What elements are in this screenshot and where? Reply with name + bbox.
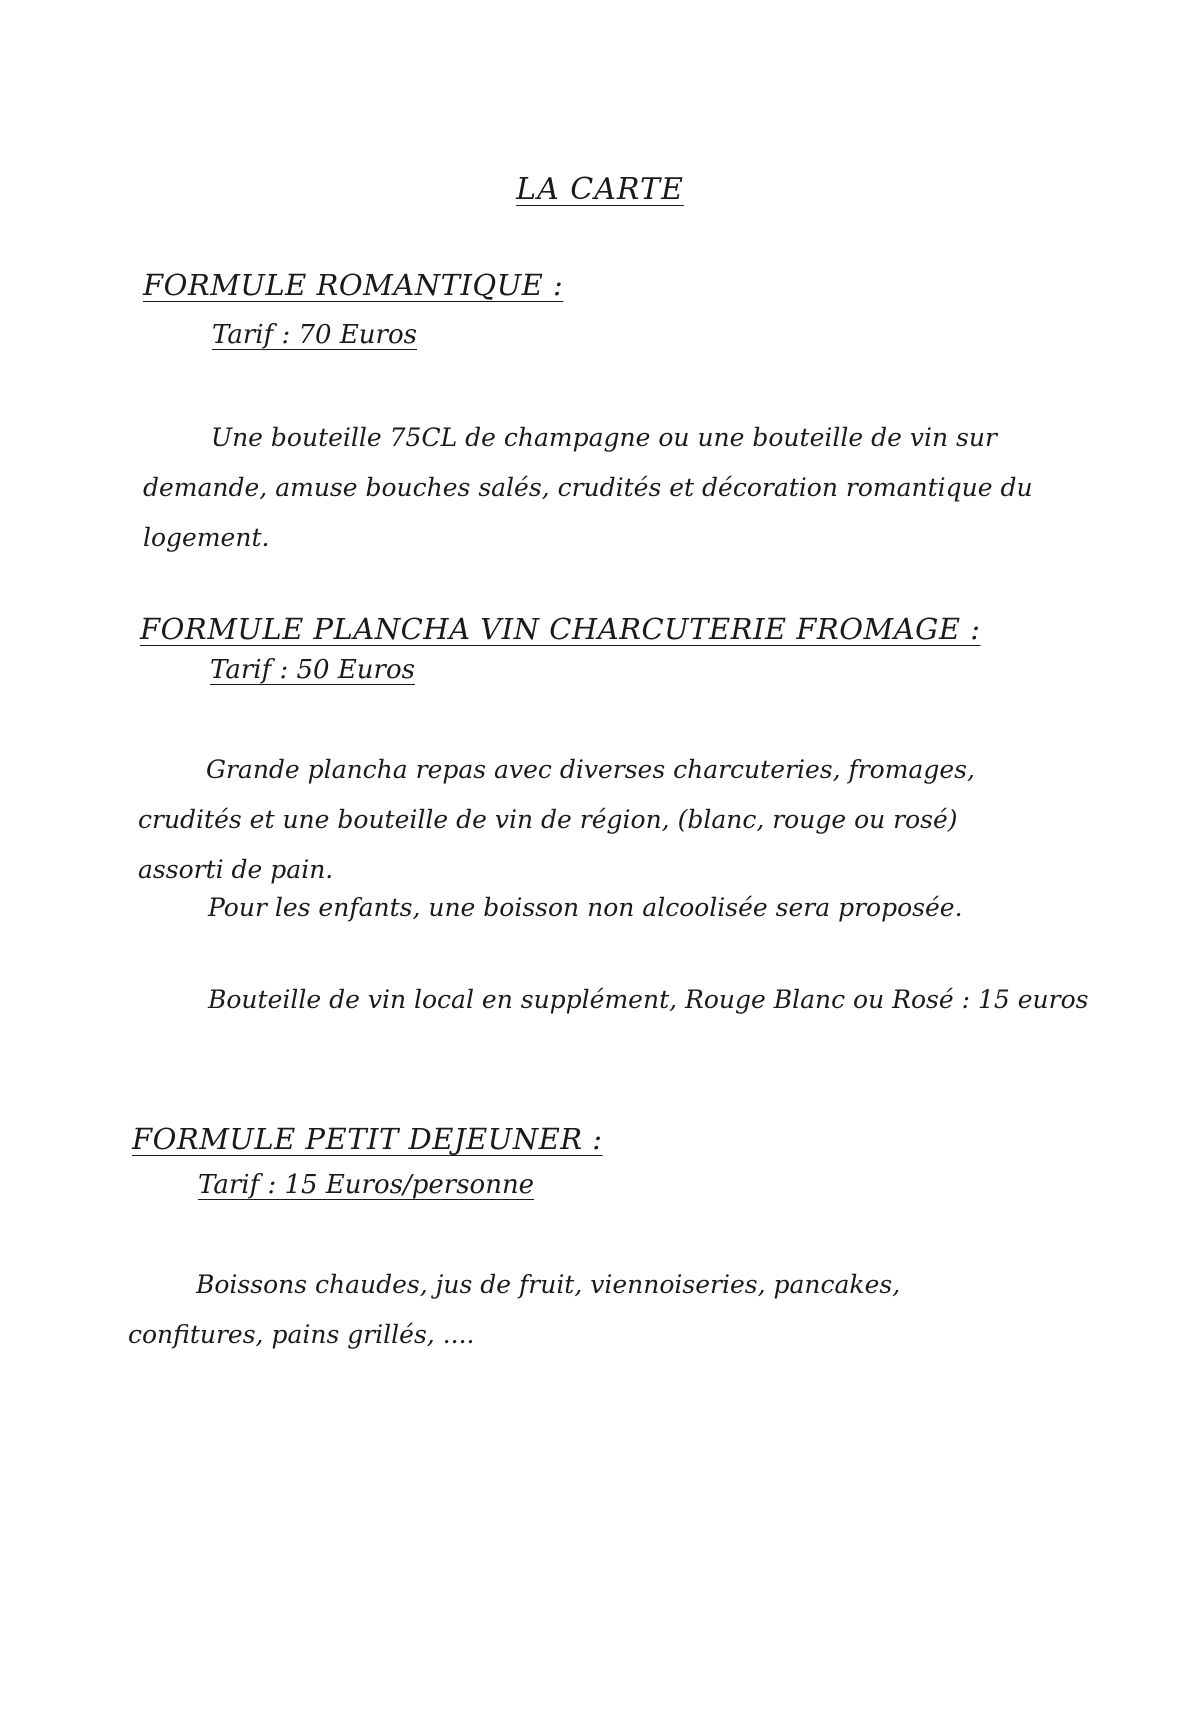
section-heading-petit-dejeuner: FORMULE PETIT DEJEUNER : xyxy=(132,1122,603,1156)
section-heading-plancha: FORMULE PLANCHA VIN CHARCUTERIE FROMAGE : xyxy=(140,612,981,646)
section-description-romantique: Une bouteille 75CL de champagne ou une bouteille de vin sur demande, amuse bouches salés, crudités et décoration romantique du logement. xyxy=(143,423,1033,552)
section-description-petit-dejeuner: Boissons chaudes, jus de fruit, viennoiseries, pancakes, confitures, pains grillés, .... xyxy=(128,1270,901,1349)
section-tarif-plancha: Tarif : 50 Euros xyxy=(210,655,415,685)
page-title-text: LA CARTE xyxy=(516,172,684,207)
section-tarif-petit-dejeuner: Tarif : 15 Euros/personne xyxy=(198,1170,535,1200)
section-note-supplement: Bouteille de vin local en supplément, Rouge Blanc ou Rosé : 15 euros xyxy=(208,985,1089,1014)
section-heading-romantique: FORMULE ROMANTIQUE : xyxy=(143,268,564,302)
section-tarif-romantique: Tarif : 70 Euros xyxy=(212,320,417,350)
page-title xyxy=(0,172,1200,207)
section-note-enfants: Pour les enfants, une boisson non alcoolisée sera proposée. xyxy=(208,893,963,922)
section-description-plancha: Grande plancha repas avec diverses charcuteries, fromages, crudités et une bouteille de vin de région, (blanc, rouge ou rosé) assorti de pain. xyxy=(138,755,975,884)
